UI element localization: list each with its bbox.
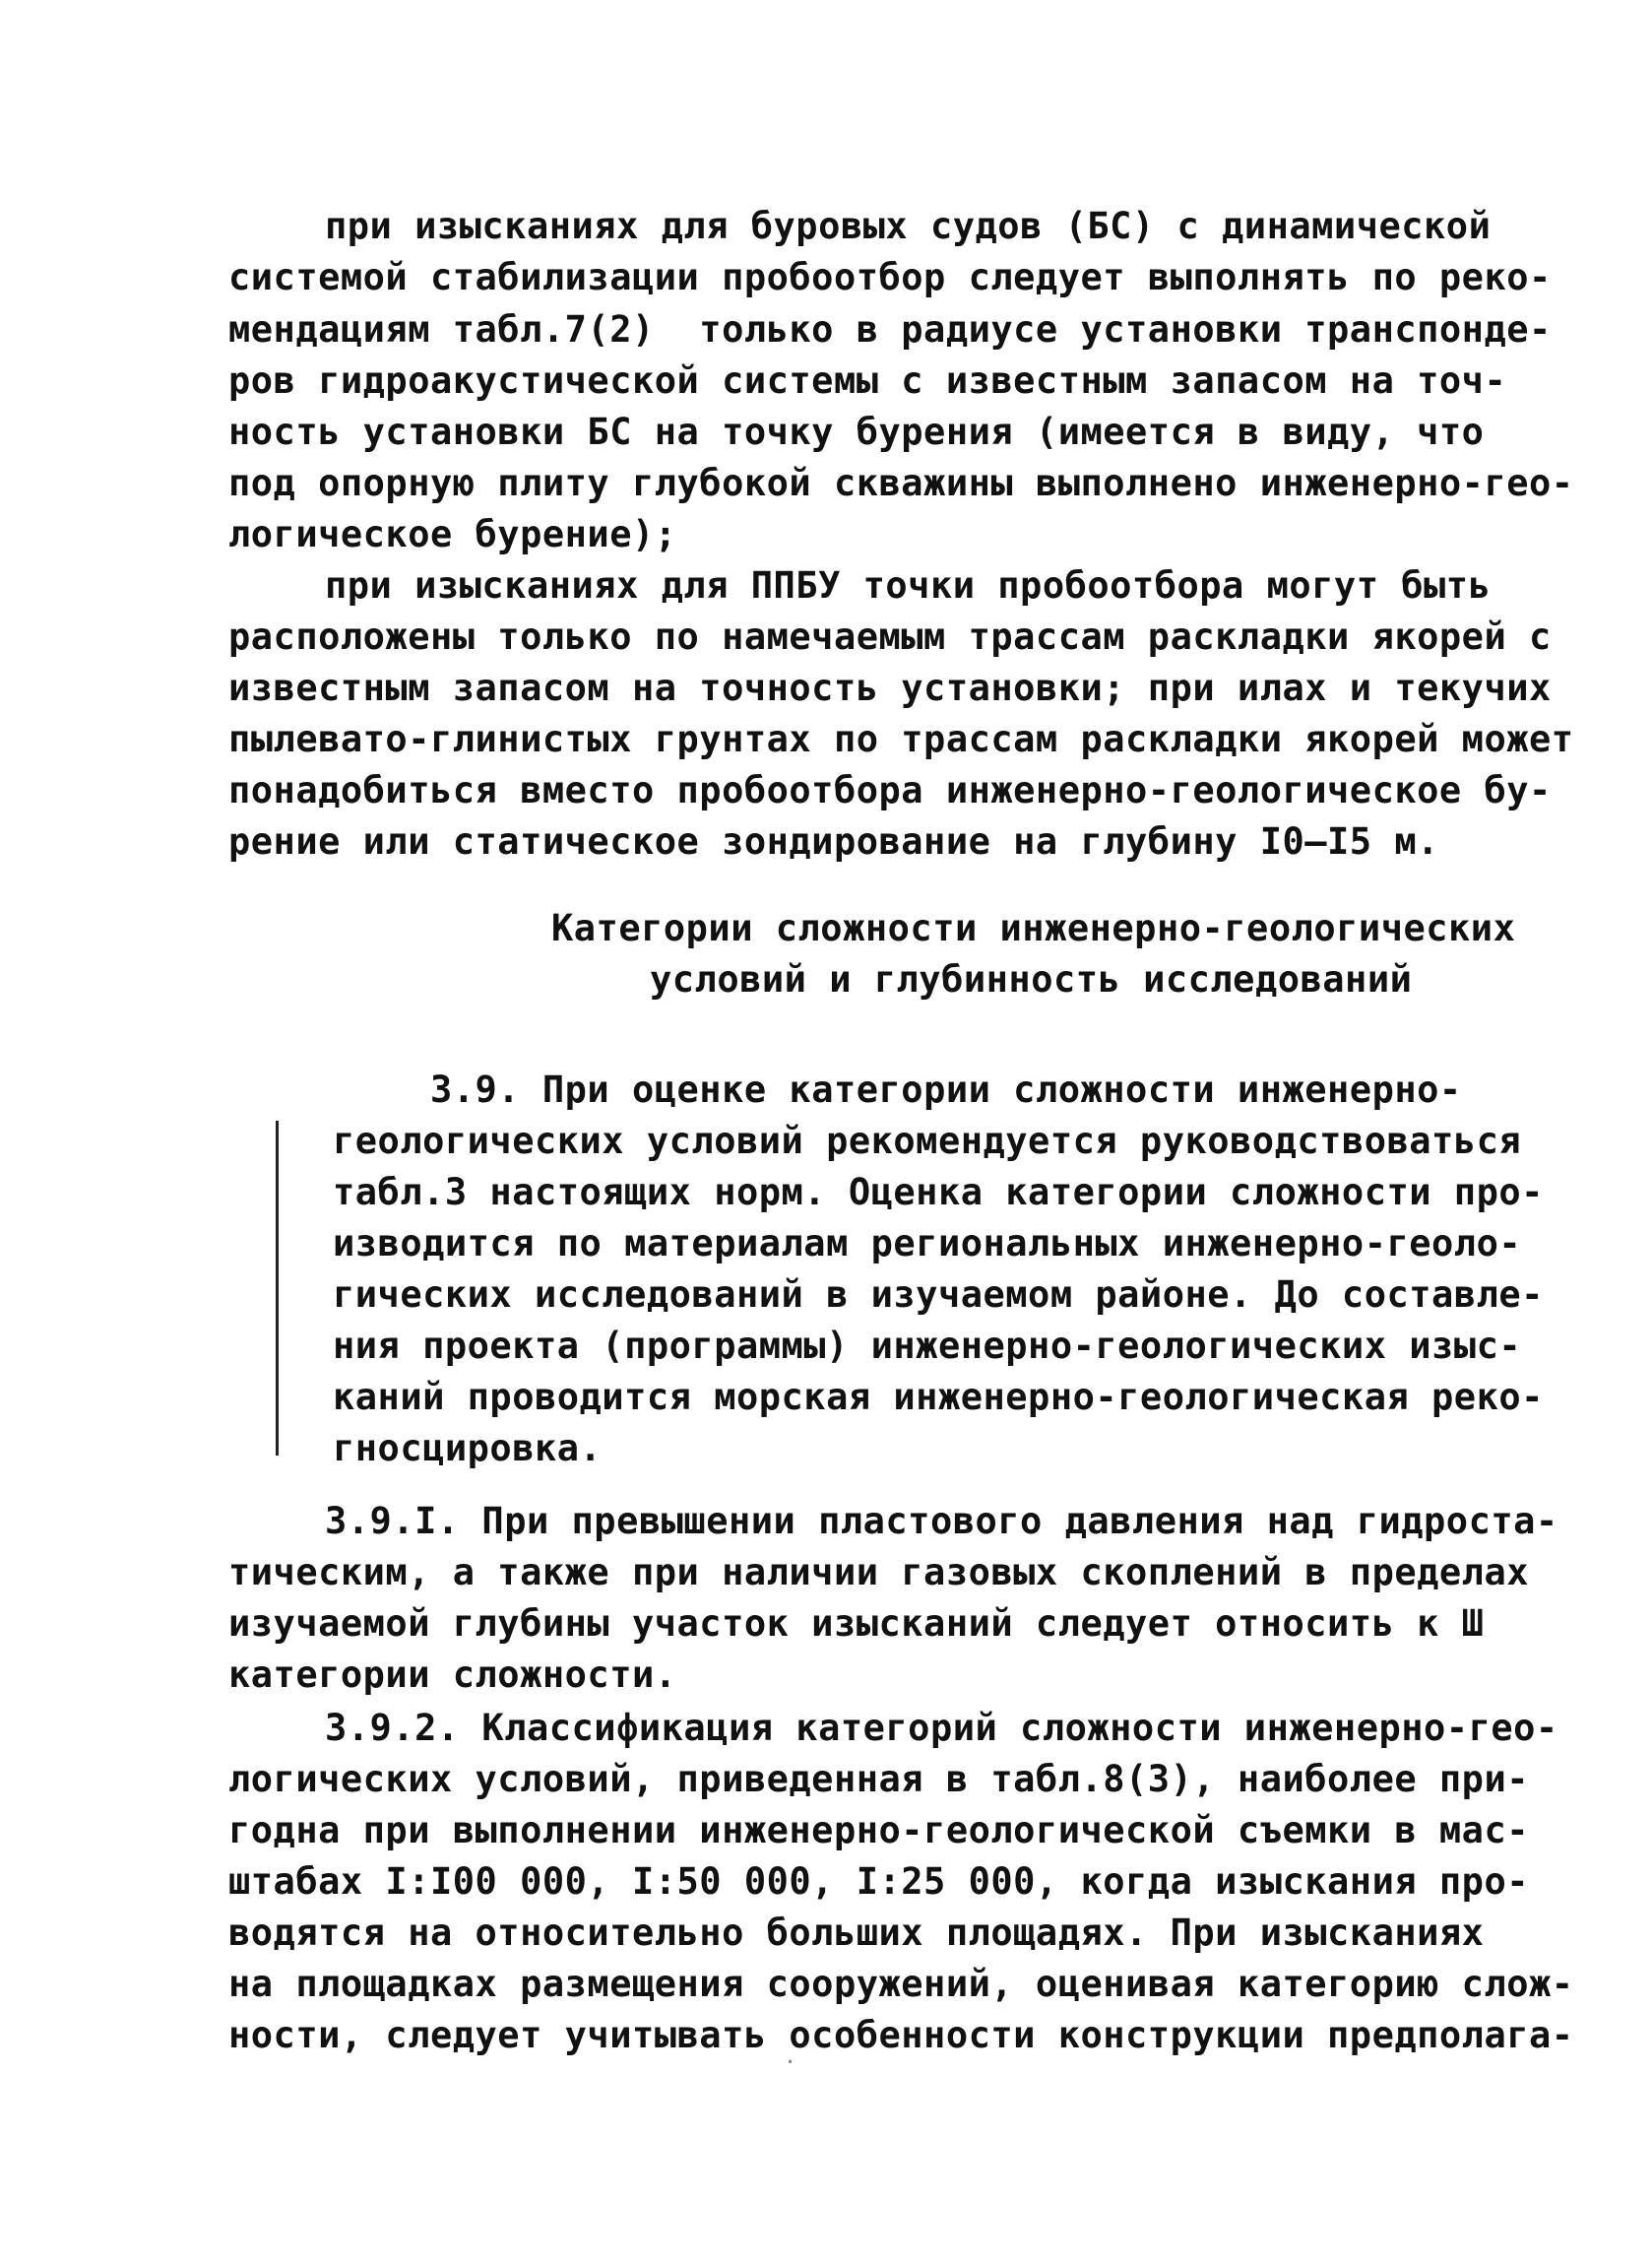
text-line: под опорную плиту глубокой скважины выполнено инженерно-гео- — [228, 462, 1574, 504]
text-line: изводится по материалам региональных инженерно-геоло- — [333, 1222, 1522, 1264]
text-line: 3.9. При оценке категории сложности инженерно- — [430, 1069, 1462, 1111]
text-line: рение или статическое зондирование на глубину I0–I5 м. — [228, 820, 1439, 863]
page-number: · — [784, 2050, 797, 2075]
text-line: гических исследований в изучаемом районе. До составле- — [333, 1273, 1544, 1316]
text-line: годна при выполнении инженерно-геологической съемки в мас- — [228, 1809, 1530, 1851]
text-line: ния проекта (программы) инженерно-геологических изыс- — [333, 1325, 1522, 1367]
text-line: системой стабилизации пробоотбор следует выполнять по реко- — [228, 256, 1552, 298]
text-line: категории сложности. — [228, 1653, 677, 1696]
text-line: на площадках размещения сооружений, оценивая категорию слож- — [228, 1963, 1574, 2005]
text-line: каний проводится морская инженерно-геологическая реко- — [333, 1376, 1544, 1418]
text-line: понадобиться вместо пробоотбора инженерно-геологическое бу- — [228, 769, 1552, 811]
text-line: пылевато-глинистых грунтах по трассам раскладки якорей может — [228, 718, 1574, 760]
revision-margin-bar — [276, 1121, 279, 1456]
section-heading: Категории сложности инженерно-геологических — [551, 907, 1516, 949]
text-line: штабах I:I00 000, I:50 000, I:25 000, когда изыскания про- — [228, 1860, 1530, 1903]
section-heading: условий и глубинность исследований — [650, 958, 1413, 1001]
text-line: расположены только по намечаемым трассам раскладки якорей с — [228, 616, 1552, 658]
text-line: при изысканиях для ППБУ точки пробоотбора могут быть — [325, 564, 1492, 607]
text-line: 3.9.I. При превышении пластового давления над гидроста- — [325, 1500, 1558, 1542]
text-line: геологических условий рекомендуется руководствоваться — [333, 1120, 1522, 1162]
text-line: тическим, а также при наличии газовых скоплений в пределах — [228, 1551, 1530, 1593]
text-line: изучаемой глубины участок изысканий следует относить к Ш — [228, 1602, 1485, 1645]
text-line: ности, следует учитывать особенности конструкции предполага- — [228, 2014, 1574, 2056]
text-line: при изысканиях для буровых судов (БС) с динамической — [325, 205, 1492, 247]
text-line: известным запасом на точность установки; при илах и текучих — [228, 667, 1552, 709]
text-line: мендациям табл.7(2) только в радиусе установки транспонде- — [228, 308, 1552, 351]
text-line: водятся на относительно больших площадях. При изысканиях — [228, 1912, 1485, 1954]
text-line: ность установки БС на точку бурения (имеется в виду, что — [228, 411, 1485, 453]
text-line: логическое бурение); — [228, 513, 677, 555]
text-line: ров гидроакустической системы с известным запасом на точ- — [228, 359, 1507, 402]
text-line: логических условий, приведенная в табл.8(3), наиболее при- — [228, 1758, 1530, 1800]
text-line: табл.3 настоящих норм. Оценка категории сложности про- — [333, 1171, 1544, 1213]
text-line: 3.9.2. Классификация категорий сложности инженерно-гео- — [325, 1707, 1558, 1749]
text-line: гносцировка. — [333, 1427, 603, 1469]
